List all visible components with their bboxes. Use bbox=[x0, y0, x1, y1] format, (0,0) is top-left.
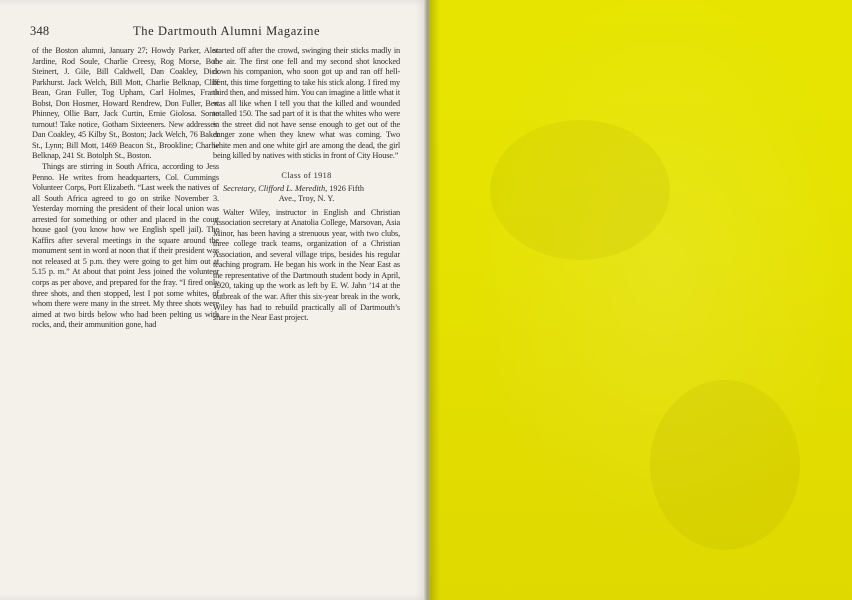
paragraph-walter-wiley: Walter Wiley, instructor in English and Christian Association secretary at Anatolia College, Marsovan, Asia Minor, has been having a strenuous year, with two clubs, three college track teams, organization of a Christian Association, and several village trips, besides his regular teaching program. He began his work in the Near East as the representative of the Dartmouth student body in April, 1920, taking up the work as left by E. W. Jahn ’14 at the outbreak of the war. After this six-year break in the work, Wiley has had to rebuild practically all of Dartmouth’s share in the Near East project. bbox=[213, 207, 400, 323]
right-page-blank-yellow bbox=[430, 0, 852, 600]
page-number: 348 bbox=[30, 24, 50, 38]
secretary-line bbox=[213, 184, 400, 195]
paragraph-south-africa: Things are stirring in South Africa, according to Jess Penno. He writes from headquarters, Col. Cummings Volunteer Corps, Port Elizabeth. “Last week the natives of all South Africa agreed to go on strike November 3. Yesterday morning the president of their local union was arrested for something or other and placed in the court house gaol (you know how we English spell jail). The Kaffirs after several meetings in the square around the monument sent in word at noon that if their president was not released at 5 p.m. they were going to get him out at 5.15 p. m.” At about that point Jess joined the volunteer corps as per above, and prepared for the fray. “I fired only three shots, and then stopped, lest I pot some whites, of whom there were many in the street. My three shots were aimed at two birds below who had been pelting us with rocks, and, their ammunition gone, had bbox=[32, 162, 219, 330]
secretary-label: Secretary, bbox=[223, 183, 257, 193]
class-heading: Class of 1918 bbox=[281, 171, 332, 181]
secretary-name: Clifford L. Meredith, bbox=[258, 183, 328, 193]
left-text-column bbox=[32, 46, 219, 331]
paper-stain bbox=[490, 120, 670, 260]
right-text-column bbox=[213, 46, 400, 324]
paper-stain bbox=[650, 380, 800, 550]
secretary-address-line-2: Ave., Troy, N. Y. bbox=[278, 194, 335, 204]
page-header bbox=[30, 24, 398, 40]
paragraph-continuation: started off after the crowd, swinging their sticks madly in the air. The first one fell and my second shot knocked down his companion, who soon got up and ran off hell-bent, this time forgetting to take his stick along. I fired my third then, and missed him. You can imagine a little what it was all like when I tell you that the killed and wounded totalled 150. The sad part of it is that the whites who were in the street did not have sense enough to get out of the danger zone when they knew what was coming. Two white men and one white girl are among the dead, the girl being killed by natives with sticks in front of City House.” bbox=[213, 46, 400, 161]
secretary-address-line-1: 1926 Fifth bbox=[329, 183, 365, 193]
paragraph-boston-alumni: of the Boston alumni, January 27; Howdy Parker, Alec Jardine, Rod Soule, Charlie Creesy, Rog Morse, Bob Steinert, J. Gile, Bill Caldwell, Dan Coakley, Dick Parkhurst. Jack Welch, Bill Mott, Charlie Belknap, Cliff Bean, Gran Fuller, Tog Upham, Carl Holmes, Frank Bobst, Don Hosmer, Howard Rendrew, Don Fuller, Bert Phinney, Ollie Barr, Jack Curtin, Ernie Giolosa. Some turnout! Take notice, Gotham Sixteeners. New addresses: Dan Coakley, 45 Kilby St., Boston; Jack Welch, 76 Baker St., Lynn; Bill Mott, 1469 Beacon St., Brookline; Charlie Belknap, 241 St. Botolph St., Boston. bbox=[32, 46, 219, 161]
page-edge-shadow bbox=[430, 0, 440, 600]
running-title: The Dartmouth Alumni Magazine bbox=[133, 24, 321, 38]
